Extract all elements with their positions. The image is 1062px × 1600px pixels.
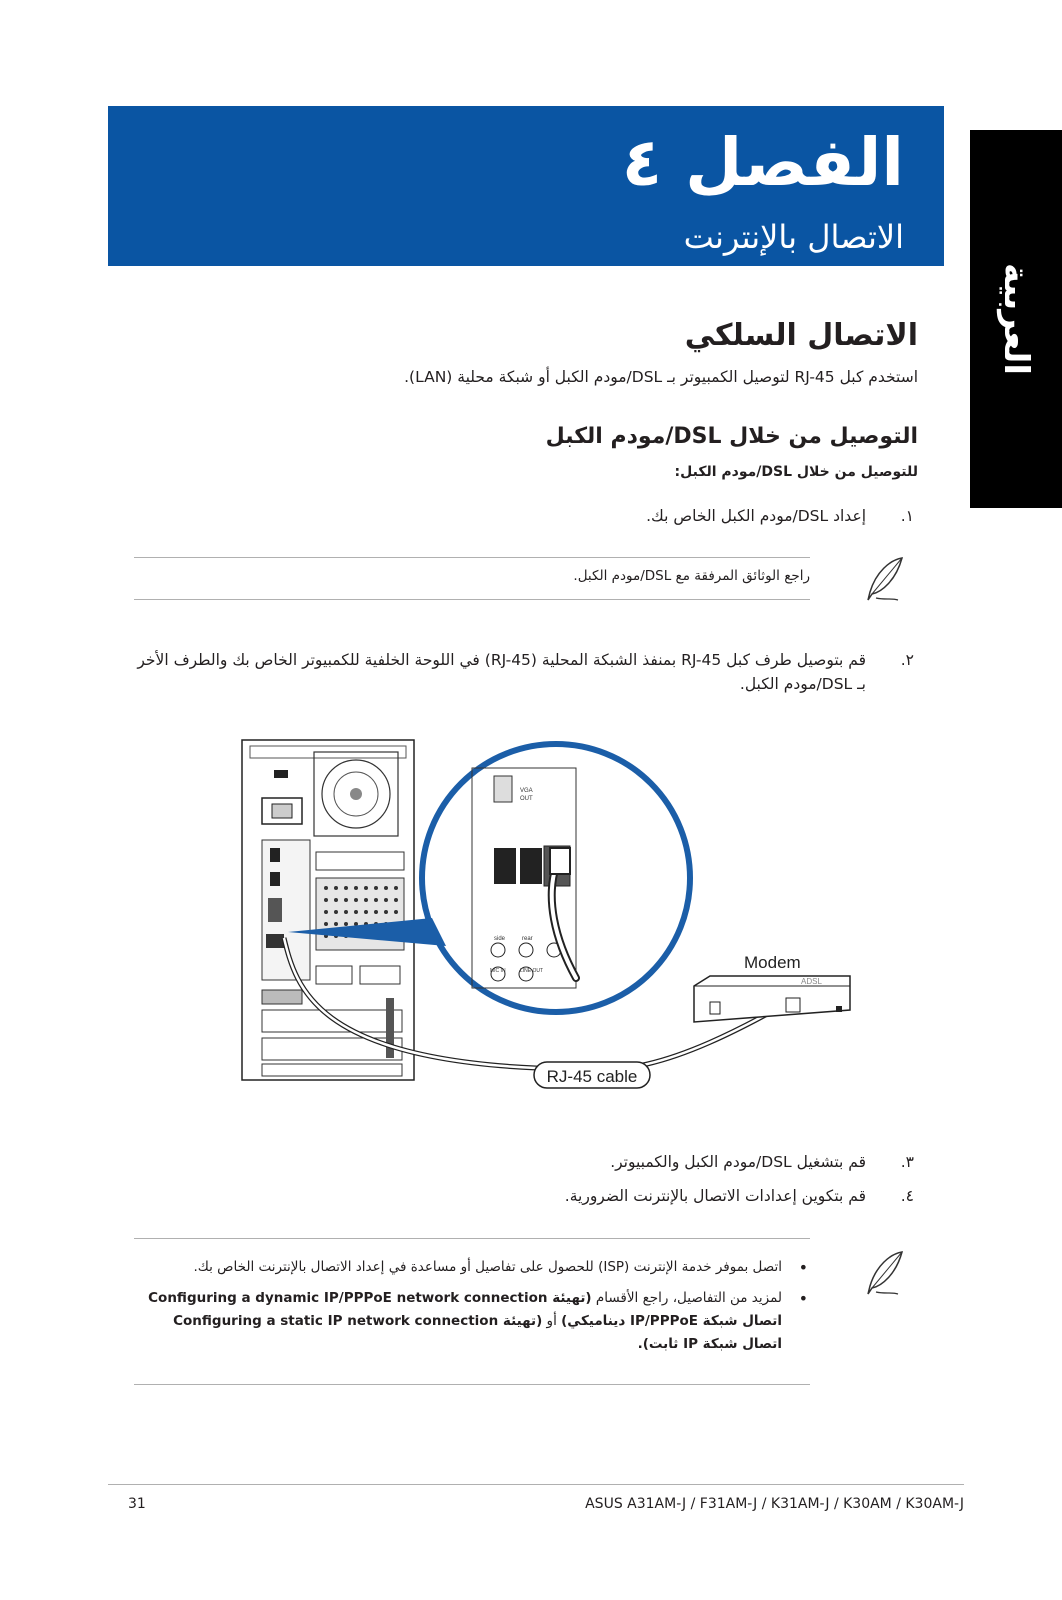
bullet-bold-text: (تهيئة Configuring a dynamic IP/PPPoE network connection (148, 1290, 592, 1306)
step-1 (126, 504, 914, 528)
step-number: ٣. (900, 1153, 914, 1171)
bullet-icon: • (798, 1258, 808, 1277)
step-text: قم بتكوين إعدادات الاتصال بالإنترنت الضرورية. (564, 1187, 866, 1205)
note-feather-icon (862, 1248, 908, 1298)
step-number: ٢. (900, 651, 914, 669)
step-number: ١. (900, 507, 914, 525)
bullet-text: لمزيد من التفاصيل، راجع الأقسام (595, 1290, 782, 1306)
note-bottom-rule (134, 599, 810, 600)
cable-label: RJ-45 cable (546, 1067, 638, 1086)
step-3 (126, 1150, 914, 1174)
note-bullet (140, 1256, 808, 1279)
note-bullet (140, 1287, 808, 1356)
section-heading: الاتصال السلكي (684, 318, 918, 353)
section-intro: استخدم كبل RJ-45 لتوصيل الكمبيوتر بـ DSL/مودم الكبل أو شبكة محلية (LAN). (404, 368, 918, 386)
modem-device (694, 976, 850, 1022)
connection-diagram (236, 728, 856, 1098)
chapter-subtitle: الاتصال بالإنترنت (683, 218, 904, 256)
port-out-label: OUT (520, 796, 533, 802)
bullet-bold-text: اتصال شبكة IP ثابت). (637, 1336, 782, 1352)
note-top-rule (134, 1238, 810, 1239)
port-line-label: LINE OUT (520, 968, 544, 974)
product-line: ASUS A31AM-J / F31AM-J / K31AM-J / K30AM / K30AM-J (585, 1496, 964, 1512)
bullet-icon: • (798, 1289, 808, 1308)
note-top-rule (134, 557, 810, 558)
bullet-text: أو (546, 1313, 557, 1329)
step-4 (126, 1184, 914, 1208)
computer-rear-panel (242, 740, 414, 1080)
port-side-label: side (494, 936, 506, 942)
port-vga-label: VGA (520, 788, 533, 794)
modem-brand: ADSL (801, 977, 822, 986)
language-tab (970, 130, 1062, 508)
modem-label: Modem (744, 953, 801, 972)
step-text: قم بتشغيل DSL/مودم الكبل والكمبيوتر. (610, 1153, 866, 1171)
language-tab-label: العربية (996, 262, 1036, 376)
subsection-subheading: للتوصيل من خلال DSL/مودم الكبل: (674, 464, 918, 480)
step-2 (126, 648, 914, 696)
step-text: قم بتوصيل طرف كبل RJ-45 بمنفذ الشبكة المحلية (RJ-45) في اللوحة الخلفية للكمبيوتر الخاص بك والطرف الأخر بـ DSL/مودم الكبل. (137, 651, 866, 693)
step-number: ٤. (900, 1187, 914, 1205)
port-zoom-detail (422, 744, 690, 1012)
chapter-banner (108, 106, 944, 266)
note-text: راجع الوثائق المرفقة مع DSL/مودم الكبل. (573, 568, 810, 584)
footer-rule (108, 1484, 964, 1485)
bullet-text: اتصل بموفر خدمة الإنترنت (ISP) للحصول على تفاصيل أو مساعدة في إعداد الاتصال بالإنترنت الخاص بك. (193, 1259, 782, 1275)
bullet-bold-text: (تهيئة Configuring a static IP network connection (173, 1313, 543, 1329)
chapter-title: الفصل ٤ (621, 124, 904, 201)
page-number: 31 (128, 1496, 146, 1512)
subsection-heading: التوصيل من خلال DSL/مودم الكبل (545, 424, 918, 449)
port-rear-label: rear (522, 936, 533, 942)
note-feather-icon (862, 554, 908, 604)
note-bottom-rule (134, 1384, 810, 1385)
step-text: إعداد DSL/مودم الكبل الخاص بك. (646, 507, 866, 525)
port-mic-label: MIC IN (490, 968, 506, 974)
note-bullets (140, 1256, 808, 1364)
bullet-bold-text: اتصال شبكة IP/PPPoE ديناميكي) (561, 1313, 782, 1329)
